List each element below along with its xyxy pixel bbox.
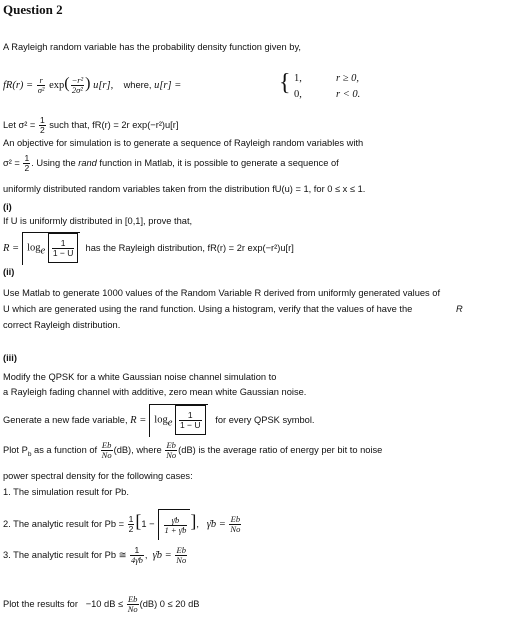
half-fraction: $\frac{1}{2}$	[39, 115, 45, 136]
case1-condition: r ≥ 0,	[336, 73, 359, 84]
pdf-exp-fraction: $\frac{\text{−r²}}{\text{2σ²}}$	[71, 75, 84, 96]
part2-line2: U which are generated using the rand function. Using a histogram, verify that the values of have the	[3, 304, 413, 314]
fade-equation: Generate a new fade variable, $R = \log_e$ $\frac{1}{1 - U}$ for every QPSK symbol.	[3, 404, 314, 437]
part2-line2-r: R	[456, 304, 463, 314]
pdf-fraction	[37, 76, 46, 95]
part2-line3: correct Rayleigh distribution.	[3, 320, 121, 330]
sqrt-symbol: $\log_e$ $\frac{1}{1 - U}$	[22, 232, 80, 265]
case2-value: 0,	[294, 89, 302, 100]
sigma-fraction: $\frac{1}{2}$	[24, 153, 30, 174]
part1-equation: $R = \log_e$ $\frac{1}{1 - U}$ has the Rayleigh distribution, fR(r) = 2r exp(−r²)u[r]	[3, 232, 294, 265]
pdf-lhs: fR(r) =	[3, 80, 34, 91]
case1-value: 1,	[294, 73, 302, 84]
pdf-den: σ²	[37, 85, 45, 96]
part3-label: (iii)	[3, 353, 17, 363]
part2-label: (ii)	[3, 267, 15, 277]
let-line: Let σ² = $\frac{1}{2}$ such that, fR(r) = 2r exp(−r²)u[r]	[3, 115, 179, 136]
psd-line: power spectral density for the following cases:	[3, 471, 193, 481]
case3-equation: 3. The analytic result for Pb ≅ $\frac{1}{4\gammāb}$ , γ̄b = $\frac{Eb}{No}$	[3, 545, 187, 566]
uniform-line: uniformly distributed random variables taken from the distribution fU(u) = 1, for 0 ≤ x ≤ 1.	[3, 184, 366, 194]
sigma-line: σ² = $\frac{1}{2}$ . Using the rand function in Matlab, it is possible to generate a sequence of	[3, 153, 339, 174]
part1-text: If U is uniformly distributed in [0,1], prove that,	[3, 216, 193, 226]
part2-line1: Use Matlab to generate 1000 values of the Random Variable R derived from uniformly generated values of	[3, 288, 441, 298]
case2-equation: 2. The analytic result for Pb = $\frac{1}{2}$ [1 − $\frac{\gammāb}{1 + \gammāb}$ ], γ̄b = $\frac{Eb}{No}$	[3, 506, 242, 540]
pdf-equation: fR(r) = $\frac{r}{\text{σ²}}$ exp( $\frac{\text{−r²}}{\text{2σ²}}$ ) u[r], where, u[r] =	[3, 75, 182, 96]
pdf-unit-step: u[r],	[93, 80, 114, 91]
pdf-exp: exp	[49, 80, 65, 91]
part3-line2: a Rayleigh fading channel with additive, zero mean white Gaussian noise.	[3, 387, 307, 397]
step-def: u[r] =	[154, 80, 182, 91]
piecewise-brace: {	[279, 70, 291, 96]
case2-condition: r < 0.	[336, 89, 361, 100]
pdf-num: r	[37, 76, 46, 86]
objective-text: An objective for simulation is to generate a sequence of Rayleigh random variables with	[3, 138, 364, 148]
rand-function: rand	[78, 158, 97, 168]
intro-text: A Rayleigh random variable has the probability density function given by,	[3, 42, 302, 52]
results-range-line: Plot the results for −10 dB ≤ $\frac{Eb}{No}$ (dB) 0 ≤ 20 dB	[3, 594, 200, 615]
where-label: where,	[123, 80, 152, 90]
case1-text: 1. The simulation result for Pb.	[3, 487, 129, 497]
question-heading: Question 2	[3, 2, 63, 17]
part1-label: (i)	[3, 202, 12, 212]
plot-line: Plot $P_b$ as a function of $\frac{Eb}{No}$ (dB), where $\frac{Eb}{No}$ (dB) is the average ratio of energy per bit to noise	[3, 440, 383, 461]
part3-line1: Modify the QPSK for a white Gaussian noise channel simulation to	[3, 372, 277, 382]
